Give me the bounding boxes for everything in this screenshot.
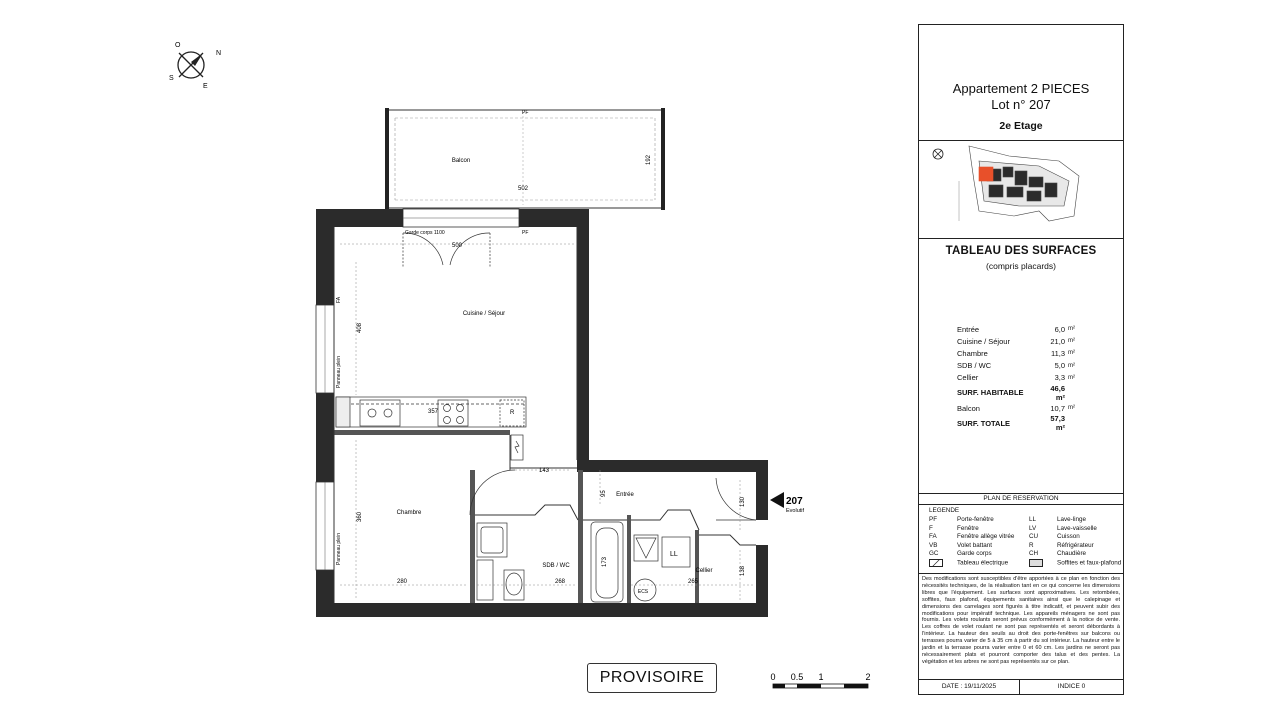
footer <box>919 679 1123 694</box>
legend-text: Réfrigérateur <box>1057 541 1094 549</box>
surface-unit: m² <box>1068 326 1075 333</box>
dim-357: 357 <box>428 409 439 415</box>
surface-value: 10,7 <box>1050 403 1065 413</box>
surface-unit <box>1065 414 1084 432</box>
legend-code: LV <box>1029 524 1037 532</box>
surface-row <box>957 372 1084 384</box>
surface-label: Entrée <box>957 324 980 334</box>
room-label-chambre: Chambre <box>396 510 422 516</box>
dim-143: 143 <box>539 468 550 474</box>
surface-row <box>957 323 1084 335</box>
legend-text: Fenêtre <box>957 524 979 532</box>
floor-label: 2e Etage <box>999 120 1043 132</box>
legend-code: GC <box>929 550 939 558</box>
kitchen-counter <box>336 397 526 460</box>
compass-o: O <box>175 42 181 49</box>
key-plan <box>919 141 1123 239</box>
balcony <box>385 108 665 210</box>
reservation-title: PLAN DE RESERVATION <box>919 494 1123 505</box>
dim-173: 173 <box>602 556 608 567</box>
fridge-label: R <box>510 410 515 416</box>
dim-192: 192 <box>646 154 652 165</box>
legend-text: Tableau électrique <box>957 559 1009 567</box>
surface-value: 5,0 <box>1054 361 1065 371</box>
legend-code: CH <box>1029 550 1039 558</box>
legend-code: LL <box>1029 516 1037 523</box>
legend-left-column <box>929 516 1014 568</box>
legend-item <box>929 525 1014 534</box>
lot-number: Lot n° 207 <box>991 97 1051 112</box>
dim-360: 360 <box>357 511 363 522</box>
dim-268: 268 <box>555 579 566 585</box>
dim-130: 130 <box>740 496 746 507</box>
entrance-lot-tag <box>770 492 805 514</box>
compass-n: N <box>216 50 222 57</box>
legend-text: Fenêtre allège vitrée <box>957 533 1015 541</box>
surface-row <box>957 384 1084 402</box>
legend-code: PF <box>929 516 938 523</box>
legend-code <box>929 559 957 568</box>
legend-item <box>929 559 1014 568</box>
surfaces-subtitle: (compris placards) <box>986 261 1056 271</box>
legend-item <box>1029 516 1121 525</box>
legend-code: CU <box>1029 533 1039 541</box>
dim-502: 502 <box>517 186 529 192</box>
pf-label: PF <box>522 230 529 236</box>
surface-unit: m² <box>1068 350 1075 357</box>
legend-text: Lave-linge <box>1057 516 1087 523</box>
scale-tick-2: 2 <box>865 672 871 682</box>
fa-label: FA <box>336 296 342 303</box>
surface-value: 6,0 <box>1054 324 1065 334</box>
surfaces-table <box>957 323 1084 432</box>
bathroom-fixtures <box>477 522 690 602</box>
legend <box>919 505 1123 574</box>
compass-e: E <box>203 83 208 90</box>
compass-icon <box>169 42 221 90</box>
legend-text: Soffites et faux-plafond <box>1057 559 1122 567</box>
surfaces-title: TABLEAU DES SURFACES <box>945 245 1097 257</box>
legend-item <box>929 542 1014 551</box>
legend-code <box>1029 559 1057 568</box>
surface-value: 3,3 <box>1054 373 1065 383</box>
legend-code: VB <box>929 541 938 549</box>
dim-500: 500 <box>452 243 463 249</box>
interior-walls <box>334 430 699 603</box>
scale-tick-0: 0 <box>770 672 776 682</box>
lot-tag-number: 207 <box>786 496 803 507</box>
title-header <box>919 25 1123 141</box>
soffit-icon <box>1029 559 1043 567</box>
surface-label: Balcon <box>957 403 980 413</box>
legend-text: Lave-vaisselle <box>1057 524 1097 532</box>
reservation-block <box>919 493 1123 684</box>
dimension-lines <box>340 244 754 600</box>
surface-value: 11,3 <box>1050 348 1065 358</box>
legend-item <box>1029 542 1121 551</box>
legend-right-column <box>1029 516 1121 568</box>
surface-label: SURF. HABITABLE <box>957 388 1024 398</box>
date-label: DATE : 19/11/2025 <box>919 680 1020 694</box>
porte-fenetre <box>403 110 528 236</box>
legend-item <box>929 533 1014 542</box>
scale-tick-05: 0.5 <box>790 672 804 682</box>
garde-corps-label: Garde corps 1100 <box>405 230 445 236</box>
legend-item <box>1029 559 1121 568</box>
surface-row <box>957 335 1084 347</box>
surface-label: Cellier <box>957 373 979 383</box>
surface-row <box>957 347 1084 359</box>
title-block-panel <box>918 24 1124 695</box>
legend-text: Chaudière <box>1057 550 1087 558</box>
surface-unit: m² <box>1068 374 1075 381</box>
disclaimer-notes: Des modifications sont susceptibles d'être apportées à ce plan en fonction des nécessités techniques, de la réalisation tant en ce qui concerne les dimensions libres que l'équipement. Les surfaces sont approximatives. Les retombées, soffites, faux plafond, équipements sanitaires ainsi que le calepinage et dimensions des carrelages sont figurés à titre indicatif, et peuvent subir des modifications pour impératif technique. Les appareils ménagers ne sont pas fournis. Les volets roulants seront prévus conformément à la notice de vente. Les coffres de volet roulant ne sont pas représentés et seront débordants à l'intérieur. La hauteur des seuils au droit des porte-fenêtres sur balcons ou terrasses pourra varier de 5 à 35 cm à partir du sol intérieur. La hauteur entre le jardin et la terrasse pourra varier entre 0 et 60 cm. Les jardins ne seront pas nécessairement plats et pourront comporter des talus et des pentes. La végétation et les arbres ne sont pas représentés sur ce plan. <box>922 576 1120 665</box>
room-label-entree: Entrée <box>616 492 634 498</box>
legend-item <box>929 550 1014 559</box>
legend-code: FA <box>929 533 937 541</box>
dim-138: 138 <box>740 565 746 576</box>
legend-text: Garde corps <box>957 550 992 558</box>
dim-280: 280 <box>397 579 408 585</box>
legend-text: Porte-fenêtre <box>957 516 994 523</box>
provisoire-stamp: PROVISOIRE <box>587 663 717 693</box>
surface-label: SURF. TOTALE <box>957 418 1011 428</box>
surface-unit: m² <box>1068 405 1075 412</box>
surface-label: SDB / WC <box>957 361 992 371</box>
ll-label: LL <box>670 551 678 558</box>
legend-item <box>1029 550 1121 559</box>
legend-code: R <box>1029 541 1034 549</box>
scale-bar <box>770 672 870 688</box>
scale-tick-1: 1 <box>818 672 824 682</box>
surface-label: Cuisine / Séjour <box>957 336 1010 346</box>
legend-text: Cuisson <box>1057 533 1080 541</box>
legend-item <box>929 516 1014 525</box>
panneau-plein-2: Panneau plein <box>336 533 342 565</box>
pf-label-top: PF <box>522 110 529 116</box>
compass-s: S <box>169 75 174 82</box>
legend-text: Volet battant <box>957 541 993 549</box>
lot-tag-label: Evolutif <box>786 508 805 514</box>
partitions <box>334 227 756 603</box>
room-label-balcon: Balcon <box>451 158 471 164</box>
surface-unit: m² <box>1068 362 1075 369</box>
dim-95: 95 <box>601 490 607 497</box>
legend-item <box>1029 533 1121 542</box>
surface-row <box>957 360 1084 372</box>
apartment-title: Appartement 2 PIECES <box>952 81 1090 96</box>
panneau-plein-1: Panneau plein <box>336 356 342 388</box>
surface-row <box>957 414 1084 432</box>
surface-row <box>957 402 1084 414</box>
legend-code: F <box>929 524 933 532</box>
dim-408: 408 <box>357 322 363 333</box>
surface-unit: m² <box>1068 338 1075 345</box>
room-label-cellier: Cellier <box>695 568 713 574</box>
compass-small-icon <box>933 149 943 159</box>
room-label-cuisine: Cuisine / Séjour <box>462 311 506 317</box>
surface-value: 46,6 m² <box>1050 383 1065 402</box>
dim-265: 265 <box>688 579 699 585</box>
indice-label: INDICE 0 <box>1057 683 1086 690</box>
legend-item <box>1029 525 1121 534</box>
surface-label: Chambre <box>957 348 988 358</box>
electrical-panel-icon <box>929 559 943 567</box>
surface-unit <box>1065 384 1084 402</box>
legend-title: LEGENDE <box>929 507 960 514</box>
room-label-sdb: SDB / WC <box>542 563 570 569</box>
surface-value: 57,3 m² <box>1050 414 1065 433</box>
key-plan-map <box>919 141 1123 238</box>
surface-value: 21,0 <box>1050 336 1065 346</box>
ecs-label: ECS <box>637 589 649 595</box>
